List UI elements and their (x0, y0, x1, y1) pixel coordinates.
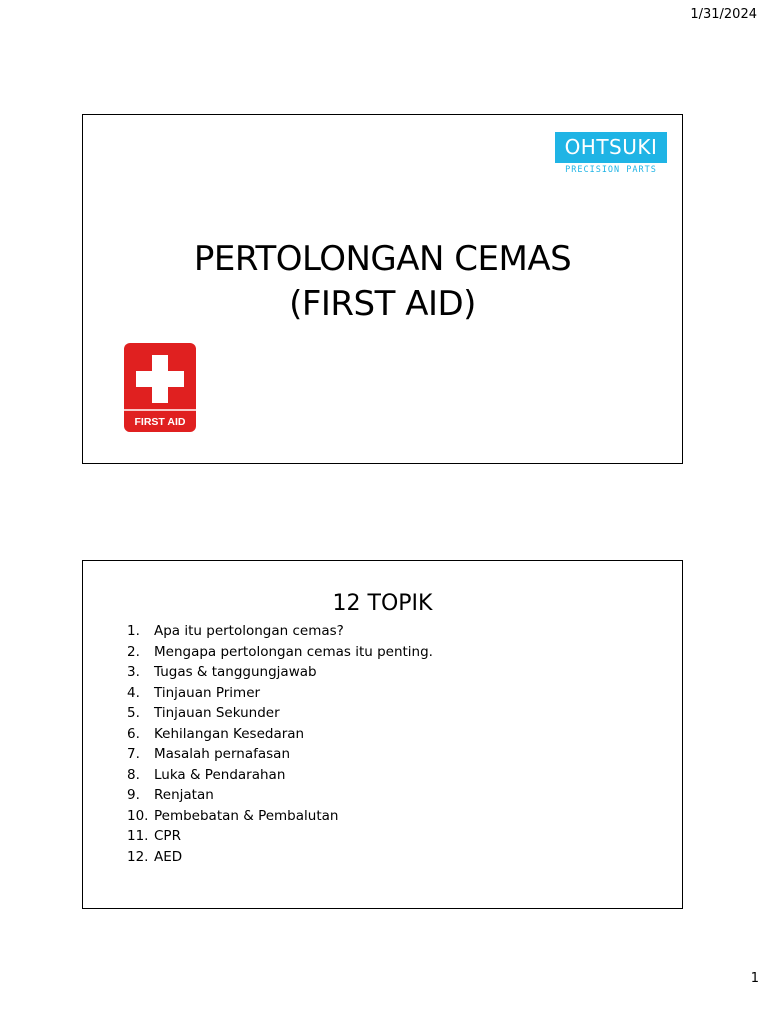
item-text: Tinjauan Sekunder (154, 705, 280, 721)
title-slide (82, 114, 683, 464)
item-number: 12. (127, 848, 149, 865)
item-text: Renjatan (154, 787, 214, 803)
list-item (127, 724, 433, 745)
item-text: CPR (154, 828, 181, 844)
list-item (127, 662, 433, 683)
slide-title (83, 237, 682, 327)
topics-slide (82, 560, 683, 909)
item-text: Tugas & tanggungjawab (154, 664, 317, 680)
item-text: Mengapa pertolongan cemas itu penting. (154, 643, 433, 660)
item-number: 9. (127, 787, 140, 803)
item-text: Tinjauan Primer (154, 684, 261, 701)
item-number: 1. (127, 623, 140, 639)
item-number: 5. (127, 705, 140, 721)
list-item (127, 847, 433, 868)
item-number: 2. (127, 643, 140, 660)
ohtsuki-logo (555, 132, 667, 175)
badge-label: FIRST AID (134, 416, 186, 428)
logo-wordmark: OHTSUKI (555, 132, 667, 163)
list-item (127, 785, 433, 806)
list-item (127, 703, 433, 724)
item-text: Kehilangan Kesedaran (154, 725, 305, 742)
list-item (127, 744, 433, 765)
list-item (127, 826, 433, 847)
title-line-1: PERTOLONGAN CEMAS (193, 239, 572, 279)
item-text: AED (154, 848, 183, 865)
item-text: Masalah pernafasan (154, 746, 291, 762)
item-number: 6. (127, 725, 140, 742)
item-text: Pembebatan & Pembalutan (154, 807, 339, 824)
list-item (127, 806, 433, 827)
list-item (127, 621, 433, 642)
item-number: 4. (127, 684, 140, 701)
item-number: 7. (127, 746, 140, 762)
list-item (127, 765, 433, 786)
print-date: 1/31/2024 (690, 7, 757, 22)
item-text: Luka & Pendarahan (154, 766, 286, 783)
topic-list (127, 621, 433, 867)
item-number: 10. (127, 807, 149, 824)
page-number: 1 (750, 971, 759, 986)
first-aid-badge (124, 343, 196, 432)
item-text: Apa itu pertolongan cemas? (154, 623, 344, 639)
title-line-2: (FIRST AID) (289, 284, 476, 324)
item-number: 3. (127, 664, 140, 680)
item-number: 11. (127, 828, 149, 844)
logo-tagline: PRECISION PARTS (565, 165, 657, 175)
slide-heading: 12 TOPIK (332, 591, 433, 616)
item-number: 8. (127, 766, 140, 783)
list-item (127, 642, 433, 663)
list-item (127, 683, 433, 704)
